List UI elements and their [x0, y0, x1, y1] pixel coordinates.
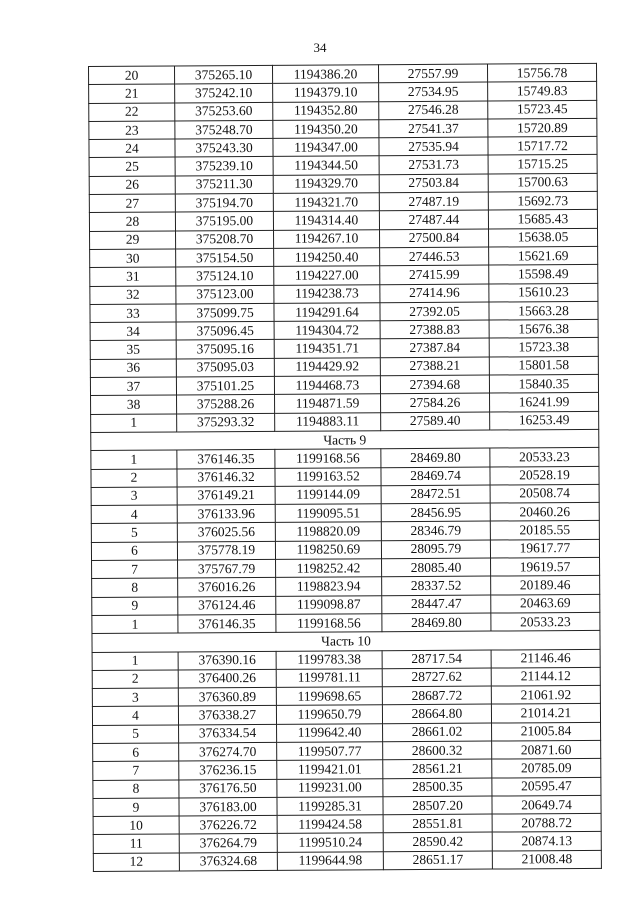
coord-x-local-cell: 27388.21: [380, 357, 489, 376]
coord-x-local-cell: 28664.80: [382, 704, 491, 723]
coord-x-local-cell: 27584.26: [381, 393, 490, 412]
point-number-cell: 26: [89, 176, 175, 195]
point-number-cell: 28: [89, 212, 175, 231]
coord-x-cell: 376264.79: [179, 834, 277, 853]
coord-y-cell: 1194347.00: [273, 138, 379, 157]
coord-y-local-cell: 20185.55: [490, 521, 599, 540]
coord-x-cell: 376400.26: [178, 669, 276, 688]
point-number-cell: 8: [92, 578, 178, 597]
coord-x-cell: 375096.45: [176, 322, 274, 341]
section-title: Часть 10: [92, 631, 600, 652]
coord-x-cell: 375124.10: [176, 267, 274, 286]
coord-x-local-cell: 28561.21: [383, 759, 492, 778]
coord-x-cell: 376149.21: [177, 486, 275, 505]
coord-x-local-cell: 28337.52: [382, 576, 491, 595]
point-number-cell: 25: [89, 157, 175, 176]
point-number-cell: 20: [89, 66, 175, 85]
coord-y-local-cell: 21144.12: [491, 667, 600, 686]
coord-x-cell: 375767.79: [178, 559, 276, 578]
point-number-cell: 2: [92, 670, 178, 689]
coord-x-local-cell: 28727.62: [382, 668, 491, 687]
point-number-cell: 34: [90, 322, 176, 341]
coord-x-cell: 376016.26: [178, 578, 276, 597]
coord-y-local-cell: 15692.73: [488, 191, 597, 210]
point-number-cell: 4: [91, 505, 177, 524]
coord-x-local-cell: 28500.35: [383, 778, 492, 797]
coord-x-cell: 375211.30: [175, 175, 273, 194]
coord-y-cell: 1194314.40: [273, 211, 379, 230]
point-number-cell: 31: [90, 267, 176, 286]
coord-y-cell: 1194468.73: [274, 376, 380, 395]
point-number-cell: 38: [91, 395, 177, 414]
coord-x-cell: 375123.00: [176, 285, 274, 304]
coord-x-cell: 375778.19: [177, 541, 275, 560]
coord-y-cell: 1199098.87: [276, 595, 382, 614]
point-number-cell: 12: [93, 853, 179, 872]
coord-x-cell: 375248.70: [175, 120, 273, 139]
point-number-cell: 8: [93, 780, 179, 799]
coord-y-local-cell: 15638.05: [489, 228, 598, 247]
coord-y-cell: 1194329.70: [273, 175, 379, 194]
coord-x-cell: 375288.26: [177, 395, 275, 414]
coord-y-local-cell: 20508.74: [490, 484, 599, 503]
coord-y-cell: 1199168.56: [275, 449, 381, 468]
coord-y-local-cell: 20649.74: [492, 795, 601, 814]
coord-x-local-cell: 27557.99: [378, 64, 487, 83]
coord-x-local-cell: 27534.95: [379, 82, 488, 101]
coord-y-cell: 1199285.31: [277, 797, 383, 816]
coord-y-cell: 1194379.10: [273, 83, 379, 102]
coordinates-table-body: [89, 63, 602, 871]
coord-y-cell: 1199231.00: [277, 778, 383, 797]
coord-y-local-cell: 15723.38: [489, 338, 598, 357]
point-number-cell: 10: [93, 816, 179, 835]
coord-x-cell: 376338.27: [178, 706, 276, 725]
coord-x-local-cell: 27392.05: [380, 302, 489, 321]
coord-y-local-cell: 15676.38: [489, 320, 598, 339]
coord-x-local-cell: 28447.47: [382, 595, 491, 614]
coord-y-cell: 1194344.50: [273, 156, 379, 175]
page-number: 34: [313, 40, 327, 55]
coord-x-local-cell: 28687.72: [382, 686, 491, 705]
coord-y-local-cell: 15715.25: [488, 155, 597, 174]
table-row: [93, 850, 601, 871]
point-number-cell: 11: [93, 834, 179, 853]
coord-x-local-cell: 28507.20: [383, 796, 492, 815]
coord-x-cell: 375195.00: [175, 212, 273, 231]
coord-x-local-cell: 28651.17: [383, 851, 492, 870]
coord-x-cell: 376133.96: [177, 504, 275, 523]
coord-x-cell: 375253.60: [175, 102, 273, 121]
coord-x-local-cell: 28661.02: [383, 723, 492, 742]
point-number-cell: 29: [90, 231, 176, 250]
coord-y-local-cell: 16241.99: [490, 393, 599, 412]
coord-x-cell: 375101.25: [176, 376, 274, 395]
coord-y-local-cell: 21014.21: [491, 704, 600, 723]
coord-y-local-cell: 15801.58: [489, 356, 598, 375]
coord-x-cell: 375265.10: [175, 65, 273, 84]
point-number-cell: 22: [89, 103, 175, 122]
coord-y-cell: 1199168.56: [276, 614, 382, 633]
coord-y-local-cell: 19619.57: [491, 557, 600, 576]
coord-x-local-cell: 28551.81: [383, 814, 492, 833]
coord-y-local-cell: 15610.23: [489, 283, 598, 302]
coord-x-cell: 375154.50: [176, 248, 274, 267]
coord-y-local-cell: 20189.46: [491, 576, 600, 595]
point-number-cell: 3: [92, 688, 178, 707]
coord-x-cell: 376146.35: [177, 450, 275, 469]
coord-x-cell: 375239.10: [175, 157, 273, 176]
coord-y-local-cell: 20788.72: [492, 814, 601, 833]
point-number-cell: 23: [89, 121, 175, 140]
coord-y-local-cell: 20871.60: [492, 740, 601, 759]
coord-y-local-cell: 21146.46: [491, 649, 600, 668]
coord-y-cell: 1199144.09: [275, 486, 381, 505]
coord-y-local-cell: 15621.69: [489, 246, 598, 265]
coord-y-local-cell: 21005.84: [492, 722, 601, 741]
coord-x-local-cell: 28600.32: [383, 741, 492, 760]
coord-x-local-cell: 28456.95: [381, 503, 490, 522]
point-number-cell: 7: [92, 560, 178, 579]
coord-y-cell: 1194291.64: [274, 303, 380, 322]
coord-y-local-cell: 16253.49: [490, 411, 599, 430]
point-number-cell: 30: [90, 249, 176, 268]
coord-y-cell: 1194351.71: [274, 339, 380, 358]
point-number-cell: 1: [92, 615, 178, 634]
coord-y-local-cell: 20785.09: [492, 759, 601, 778]
coord-x-cell: 376183.00: [179, 797, 277, 816]
coord-x-cell: 376334.54: [179, 724, 277, 743]
point-number-cell: 9: [93, 798, 179, 817]
coord-y-local-cell: 15717.72: [488, 137, 597, 156]
coord-x-local-cell: 27535.94: [379, 137, 488, 156]
coord-x-cell: 375243.30: [175, 139, 273, 158]
coord-x-local-cell: 27541.37: [379, 119, 488, 138]
point-number-cell: 7: [93, 761, 179, 780]
coord-x-cell: 375095.03: [176, 358, 274, 377]
coord-x-local-cell: 28346.79: [381, 521, 490, 540]
coord-x-local-cell: 27388.83: [380, 320, 489, 339]
coord-x-cell: 376146.35: [178, 614, 276, 633]
coord-x-local-cell: 28095.79: [381, 540, 490, 559]
coord-y-cell: 1198823.94: [276, 577, 382, 596]
coord-y-cell: 1194238.73: [274, 284, 380, 303]
point-number-cell: 1: [92, 651, 178, 670]
coord-y-cell: 1198820.09: [275, 522, 381, 541]
coordinates-table: [88, 63, 602, 872]
coord-y-cell: 1194352.80: [273, 101, 379, 120]
coord-y-local-cell: 15720.89: [488, 118, 597, 137]
coordinates-table-container: [88, 63, 601, 872]
coord-x-cell: 376146.32: [177, 468, 275, 487]
coord-x-cell: 376390.16: [178, 651, 276, 670]
point-number-cell: 27: [89, 194, 175, 213]
coord-y-cell: 1199095.51: [275, 504, 381, 523]
coord-y-local-cell: 15685.43: [488, 210, 597, 229]
coord-x-cell: 376324.68: [179, 852, 277, 871]
coord-y-cell: 1194267.10: [274, 229, 380, 248]
coord-y-cell: 1194304.72: [274, 321, 380, 340]
coord-y-cell: 1198250.69: [275, 540, 381, 559]
coord-y-cell: 1199650.79: [276, 705, 382, 724]
coord-x-local-cell: 27500.84: [380, 229, 489, 248]
coord-x-cell: 376360.89: [178, 687, 276, 706]
point-number-cell: 1: [91, 414, 177, 433]
coord-x-local-cell: 27387.84: [380, 339, 489, 358]
coord-x-cell: 375095.16: [176, 340, 274, 359]
coord-y-local-cell: 20460.26: [490, 503, 599, 522]
coord-y-local-cell: 19617.77: [490, 539, 599, 558]
coord-x-cell: 376124.46: [178, 596, 276, 615]
coord-x-local-cell: 28469.80: [381, 448, 490, 467]
coord-y-local-cell: 15723.45: [488, 100, 597, 119]
point-number-cell: 37: [90, 377, 176, 396]
point-number-cell: 6: [93, 743, 179, 762]
coord-x-cell: 376236.15: [179, 761, 277, 780]
coord-y-cell: 1199421.01: [277, 760, 383, 779]
coord-x-local-cell: 28717.54: [382, 650, 491, 669]
coord-x-local-cell: 28085.40: [382, 558, 491, 577]
section-title: Часть 9: [91, 429, 599, 450]
coord-x-cell: 376025.56: [177, 523, 275, 542]
coord-x-local-cell: 27415.99: [380, 265, 489, 284]
coord-y-local-cell: 20874.13: [492, 832, 601, 851]
coord-y-local-cell: 20595.47: [492, 777, 601, 796]
coord-x-cell: 375194.70: [175, 193, 273, 212]
coord-y-local-cell: 15663.28: [489, 301, 598, 320]
coord-y-local-cell: 20463.69: [491, 594, 600, 613]
point-number-cell: 9: [92, 597, 178, 616]
coord-x-cell: 375208.70: [176, 230, 274, 249]
coord-y-cell: 1194227.00: [274, 266, 380, 285]
coord-y-cell: 1199163.52: [275, 467, 381, 486]
coord-y-cell: 1199644.98: [277, 851, 383, 870]
coord-y-local-cell: 15700.63: [488, 173, 597, 192]
coord-y-cell: 1199781.11: [276, 669, 382, 688]
coord-y-local-cell: 21008.48: [492, 850, 601, 869]
coord-y-cell: 1199507.77: [277, 742, 383, 761]
point-number-cell: 5: [93, 725, 179, 744]
point-number-cell: 2: [91, 468, 177, 487]
coord-x-local-cell: 27394.68: [380, 375, 489, 394]
coord-x-local-cell: 27503.84: [379, 174, 488, 193]
coord-y-cell: 1198252.42: [276, 559, 382, 578]
coord-y-local-cell: 15840.35: [489, 374, 598, 393]
coord-x-cell: 376176.50: [179, 779, 277, 798]
coord-x-local-cell: 28472.51: [381, 485, 490, 504]
coord-y-local-cell: 15598.49: [489, 265, 598, 284]
point-number-cell: 33: [90, 304, 176, 323]
coord-y-cell: 1199642.40: [277, 723, 383, 742]
coord-y-cell: 1194871.59: [275, 394, 381, 413]
coord-y-cell: 1199510.24: [277, 833, 383, 852]
coord-x-cell: 376274.70: [179, 742, 277, 761]
coord-y-local-cell: 20528.19: [490, 466, 599, 485]
coord-x-local-cell: 27487.19: [379, 192, 488, 211]
point-number-cell: 4: [92, 706, 178, 725]
coord-x-local-cell: 28469.80: [382, 613, 491, 632]
coord-x-local-cell: 27414.96: [380, 284, 489, 303]
point-number-cell: 24: [89, 139, 175, 158]
coord-y-local-cell: 20533.23: [490, 448, 599, 467]
coord-x-local-cell: 28469.74: [381, 467, 490, 486]
coord-x-local-cell: 28590.42: [383, 833, 492, 852]
coord-y-cell: 1194250.40: [274, 248, 380, 267]
coord-y-cell: 1199698.65: [276, 687, 382, 706]
coord-x-local-cell: 27487.44: [379, 210, 488, 229]
point-number-cell: 36: [90, 359, 176, 378]
coord-y-cell: 1194429.92: [274, 357, 380, 376]
coord-y-local-cell: 20533.23: [491, 612, 600, 631]
coord-x-cell: 376226.72: [179, 816, 277, 835]
coord-x-cell: 375099.75: [176, 303, 274, 322]
coord-y-cell: 1194386.20: [272, 65, 378, 84]
point-number-cell: 5: [91, 523, 177, 542]
coord-y-cell: 1194883.11: [275, 412, 381, 431]
point-number-cell: 3: [91, 487, 177, 506]
coord-y-cell: 1199783.38: [276, 650, 382, 669]
coord-x-local-cell: 27446.53: [380, 247, 489, 266]
coord-y-cell: 1194350.20: [273, 120, 379, 139]
coord-x-cell: 375293.32: [177, 413, 275, 432]
point-number-cell: 21: [89, 84, 175, 103]
coord-y-cell: 1194321.70: [273, 193, 379, 212]
point-number-cell: 35: [90, 340, 176, 359]
point-number-cell: 1: [91, 450, 177, 469]
point-number-cell: 32: [90, 286, 176, 305]
coord-y-local-cell: 15756.78: [487, 63, 596, 82]
point-number-cell: 6: [91, 542, 177, 561]
coord-x-local-cell: 27589.40: [381, 412, 490, 431]
coord-x-local-cell: 27546.28: [379, 101, 488, 120]
coord-y-local-cell: 21061.92: [491, 685, 600, 704]
coord-x-local-cell: 27531.73: [379, 156, 488, 175]
coord-x-cell: 375242.10: [175, 84, 273, 103]
coord-y-cell: 1199424.58: [277, 815, 383, 834]
coord-y-local-cell: 15749.83: [488, 82, 597, 101]
